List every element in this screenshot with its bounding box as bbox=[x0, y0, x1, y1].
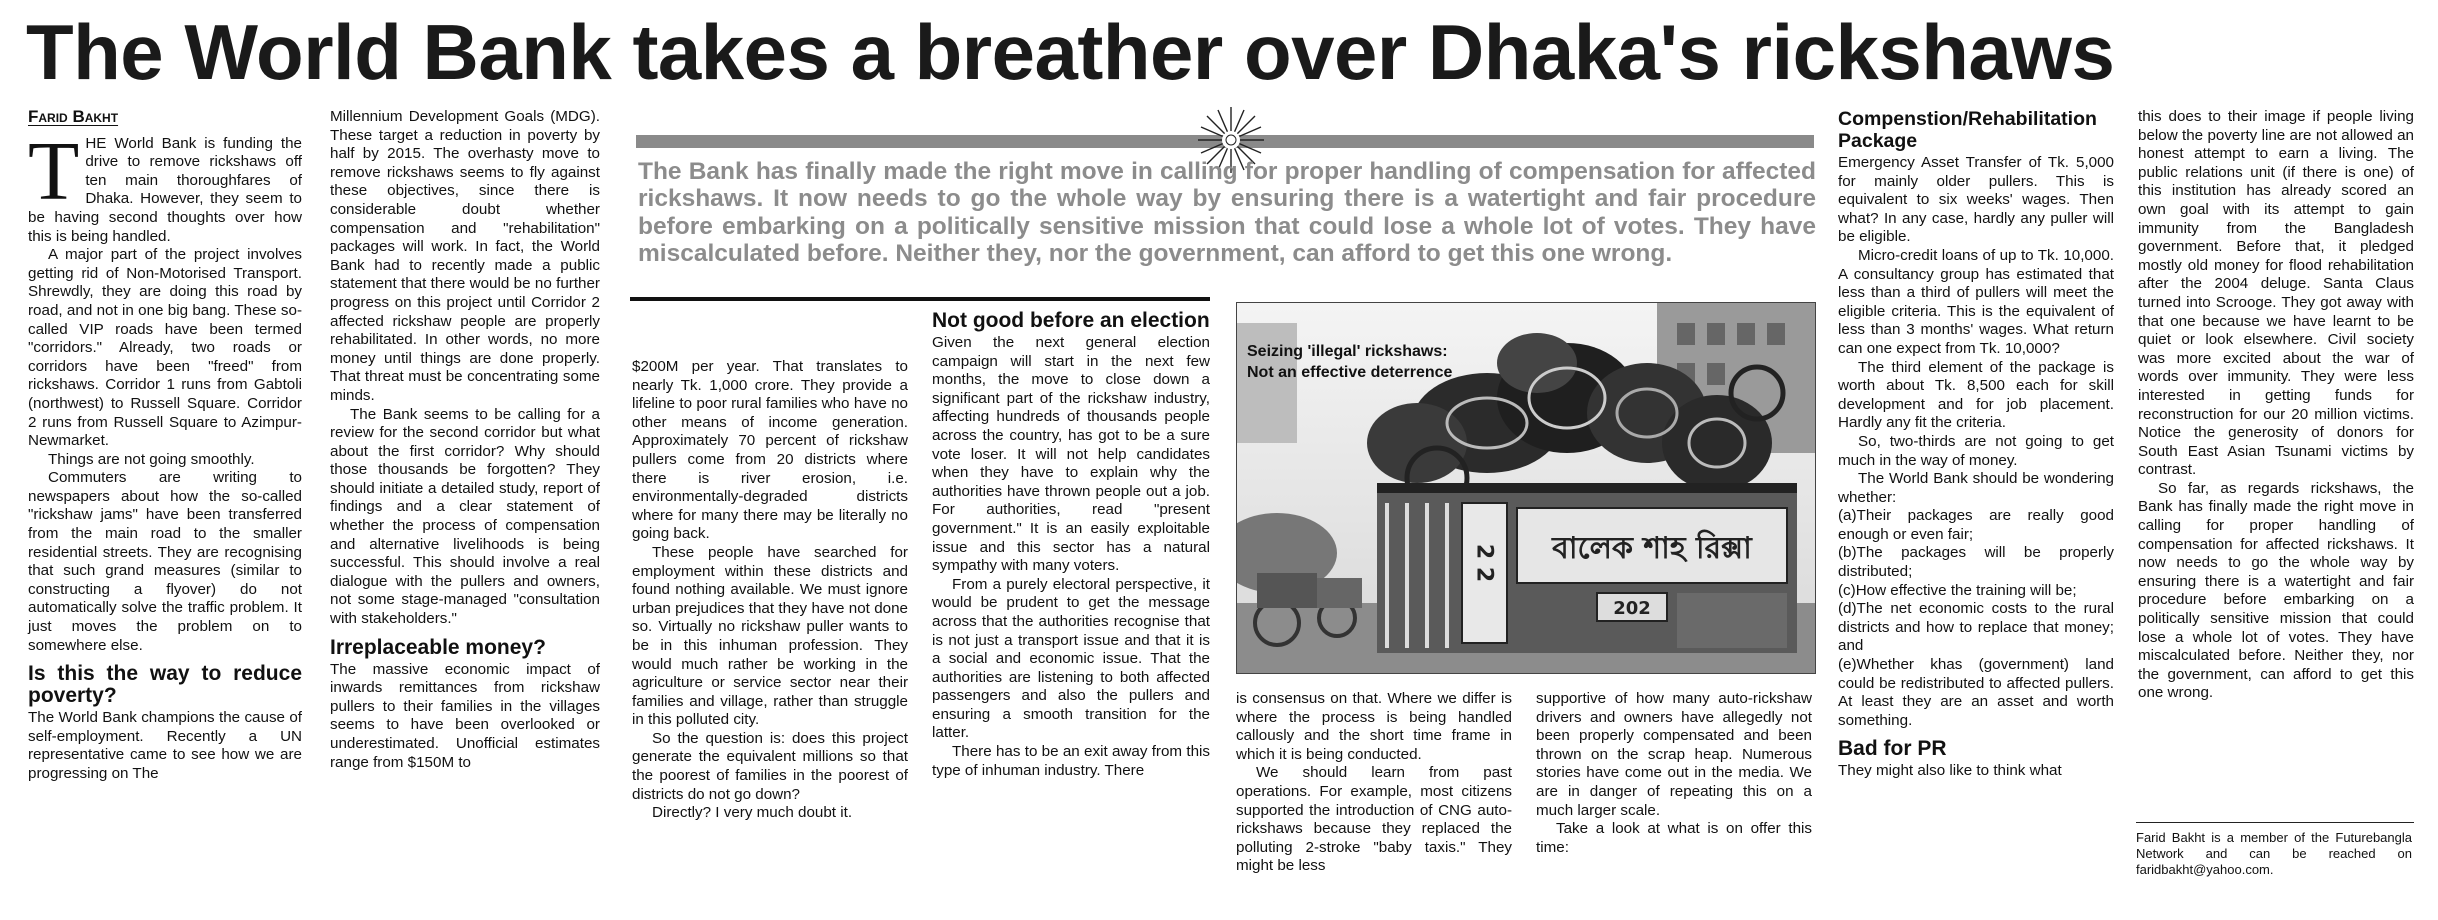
truck-plate-text: বালেক শাহ রিক্সা bbox=[1552, 531, 1752, 566]
column-8 bbox=[2138, 108, 2414, 703]
col1-p4: Commuters are writing to newspapers about how the so-called "rickshaw jams" have been transferred from the main road to the smaller residential streets. They are recognising that such grand measures (similar to constructing a flyover) do not automatically solve the traffic problem. It just moves the problem on to somewhere else. bbox=[28, 469, 302, 654]
rickshaw-photo bbox=[1236, 302, 1816, 674]
col3-p1: $200M per year. That translates to nearly Tk. 1,000 crore. They provide a lifeline to poor rural families who have no other means of income generation. Approximately 70 percent of rickshaw pullers come from 20 districts where there is river erosion, i.e. environmentally-degraded districts where for many there may be literally no going back. bbox=[632, 358, 908, 543]
subhead-poverty: Is this the way to reduce poverty? bbox=[28, 662, 302, 708]
col3-p3: So the question is: does this project generate the equivalent millions so that the poorest of families in the poorest of districts do not go down? bbox=[632, 729, 908, 803]
col7-item-d: (d)The net economic costs to the rural districts and how to replace that money; and bbox=[1838, 600, 2114, 655]
col3-p4: Directly? I very much doubt it. bbox=[652, 804, 853, 822]
column-3 bbox=[632, 358, 908, 823]
col1-p5: The World Bank champions the cause of self-employment. Recently a UN representative came to see how we are progressing on The bbox=[28, 709, 302, 782]
col7-item-a: (a)Their packages are really good enough or even fair; bbox=[1838, 507, 2114, 543]
col6-p1: supportive of how many auto-rickshaw drivers and owners have allegedly not been properly compensated and been thrown on the scrap heap. Numerous stories have come out in the media. We are in danger of repeating this on a much larger scale. bbox=[1536, 690, 1812, 819]
section-rule bbox=[630, 297, 1210, 301]
truck-plate-number: 202 bbox=[1613, 598, 1651, 619]
subhead-election: Not good before an election bbox=[932, 309, 1210, 332]
column-7 bbox=[1838, 108, 2114, 781]
byline: Farid Bakht bbox=[28, 107, 119, 126]
column-6 bbox=[1536, 690, 1812, 857]
subhead-compensation: Compenstion/Rehabilitation Package bbox=[1838, 108, 2097, 152]
col2-p3: The massive economic impact of inwards remittances from rickshaw pullers to their families in the villages seems to have been overlooked or underestimated. Unofficial estimates range from $150M to bbox=[330, 660, 600, 771]
col7-p11: They might also like to think what bbox=[1838, 762, 2062, 780]
col7-p2: Micro-credit loans of up to Tk. 10,000. A consultancy group has estimated that less than a third of pullers will meet the eligible criteria. This is the equivalent of less than 3 months' wages. What return can one expect from Tk. 10,000? bbox=[1838, 246, 2114, 357]
author-note: Farid Bakht is a member of the Futurebangla Network and can be reached on faridbakht@yahoo.com. bbox=[2136, 830, 2412, 877]
pull-quote: The Bank has finally made the right move in calling for proper handling of compensation for affected rickshaws. It now needs to go the whole way by ensuring there is a watertight and fair procedure before embarking on a politically sensitive mission that could lose a whole lot of votes. They have miscalculated before. Neither they, nor the government, can afford to get this one wrong. bbox=[638, 158, 1816, 268]
col7-p4: So, two-thirds are not going to get much in the way of money. bbox=[1838, 432, 2114, 469]
headline: The World Bank takes a breather over Dhaka's rickshaws bbox=[26, 8, 2115, 96]
truck-side-number: 2 2 bbox=[1471, 543, 1497, 583]
col8-p1: this does to their image if people living below the poverty line are not allowed an honest attempt to earn a living. The public relations unit (if there is one) of this institution has already scored an own goal with its attempt to gain immunity from the Bangladesh government. Before that, it pledged mostly old money for flood rehabilitation after the 2004 deluge. Santa Claus turned into Scrooge. They got away with that one because we have learnt to be quiet or look elsewhere. Civil society was more excited about the war of words over immunity. They were less interested in getting funds for reconstruction for our 20 million victims. Notice the generosity of donors for South East Asian Tsunami victims by contrast. bbox=[2138, 108, 2414, 479]
col7-item-e: (e)Whether khas (government) land could be redistributed to affected pullers. At least they are an asset and worth something. bbox=[1838, 656, 2114, 729]
col2-p2: The Bank seems to be calling for a review for the second corridor but what about the first corridor? Why should those thousands be forgotten? They should initiate a detailed study, report of findings and a clear statement of whether the process of compensation and alternative livelihoods is being successful. This should involve a real dialogue with the pullers and owners, not some stage-managed "consultation with stakeholders." bbox=[330, 405, 600, 628]
column-2 bbox=[330, 108, 600, 772]
col4-p3: There has to be an exit away from this type of inhuman industry. There bbox=[932, 743, 1210, 779]
col7-p5: The World Bank should be wondering whether: bbox=[1838, 470, 2114, 506]
subhead-bad-for-pr: Bad for PR bbox=[1838, 737, 1947, 761]
column-4 bbox=[932, 310, 1210, 780]
col7-p1: Emergency Asset Transfer of Tk. 5,000 for mainly older pullers. This is equivalent to six weeks' wages. Then what? In any case, hardly any puller will be eligible. bbox=[1838, 154, 2114, 246]
lead-paragraph bbox=[28, 124, 302, 247]
drop-cap: T bbox=[28, 124, 80, 218]
photo-caption: Seizing 'illegal' rickshaws: Not an effective deterrence bbox=[1247, 343, 1453, 381]
column-5 bbox=[1236, 690, 1512, 876]
col1-p2: A major part of the project involves getting rid of Non-Motorised Transport. Shrewdly, they are doing this road by road, and not in one big bang. These so-called VIP roads have been termed "corridors." Already, two roads or corridors have been "freed" from rickshaws. Corridor 1 runs from Gabtoli (northwest) to Russell Square. Corridor 2 runs from Russell Square to Azimpur-Newmarket. bbox=[28, 246, 302, 450]
col7-item-c: (c)How effective the training will be; bbox=[1838, 581, 2077, 599]
col3-p2: These people have searched for employment within these districts and found nothing available. We must ignore urban prejudices that they have not done so. Virtually no rickshaw puller wants to be in this inhuman profession. They would much rather be working in the agriculture or service sector near their families and village, rather than struggle in this polluted city. bbox=[632, 543, 908, 729]
col5-p2: We should learn from past operations. For example, most citizens supported the introduction of CNG auto-rickshaws because they replaced the polluting 2-stroke "baby taxis." They might be less bbox=[1236, 764, 1512, 875]
column-1 bbox=[28, 108, 302, 784]
col4-p1: Given the next general election campaign will start in the next few months, the move to close down a significant part of the rickshaw industry, affecting hundreds of thousands people across the country, has got to be a sure vote loser. It will not help candidates when they have to explain why the authorities have thrown people out a job. For authorities, read "present government." It is an easily exploitable issue and this sector has a natural sympathy with many voters. bbox=[932, 334, 1210, 575]
col6-p2: Take a look at what is on offer this time: bbox=[1536, 820, 1812, 856]
col1-p3: Things are not going smoothly. bbox=[48, 450, 255, 468]
col4-p2: From a purely electoral perspective, it would be prudent to get the message across that the authorities recognise that is not just a transport issue and that it is a social and economic issue. That the authorities are listening to both affected passengers and also the pullers and ensuring a smooth transition for the latter. bbox=[932, 575, 1210, 742]
col7-p3: The third element of the package is worth about Tk. 8,500 each for skill development and for job placement. Hardly any fit the criteria. bbox=[1838, 358, 2114, 432]
col8-p2: So far, as regards rickshaws, the Bank has finally made the right move in calling for proper handling of compensation for affected rickshaws. It now needs to go the whole way by ensuring there is a watertight and fair procedure before embarking on a politically sensitive mission that could lose a whole lot of votes. They have miscalculated before. Neither they, nor the government, can afford to get this one wrong. bbox=[2138, 479, 2414, 702]
col1-p1: HE World Bank is funding the drive to remove rickshaws off ten main thoroughfares of Dhaka. However, they seem to be having second thoughts over how this is being handled. bbox=[28, 134, 302, 245]
col5-p1: is consensus on that. Where we differ is where the process is being handled callously and the short time frame in which it is being conducted. bbox=[1236, 690, 1512, 763]
author-note-rule bbox=[2136, 822, 2414, 823]
subhead-irreplaceable-money: Irreplaceable money? bbox=[330, 635, 546, 659]
col2-p1: Millennium Development Goals (MDG). These target a reduction in poverty by half by 2015. The overhasty move to remove rickshaws seems to fly against these objectives, since there is considerable doubt whether compensation and "rehabilitation" packages will work. In fact, the World Bank had to recently made a public statement that there would be no further progress on this project until Corridor 2 affected rickshaw people are properly rehabilitated. In other words, no more money until things are done properly. That threat must be concentrating some minds. bbox=[330, 108, 600, 404]
col7-item-b: (b)The packages will be properly distributed; bbox=[1838, 544, 2114, 581]
